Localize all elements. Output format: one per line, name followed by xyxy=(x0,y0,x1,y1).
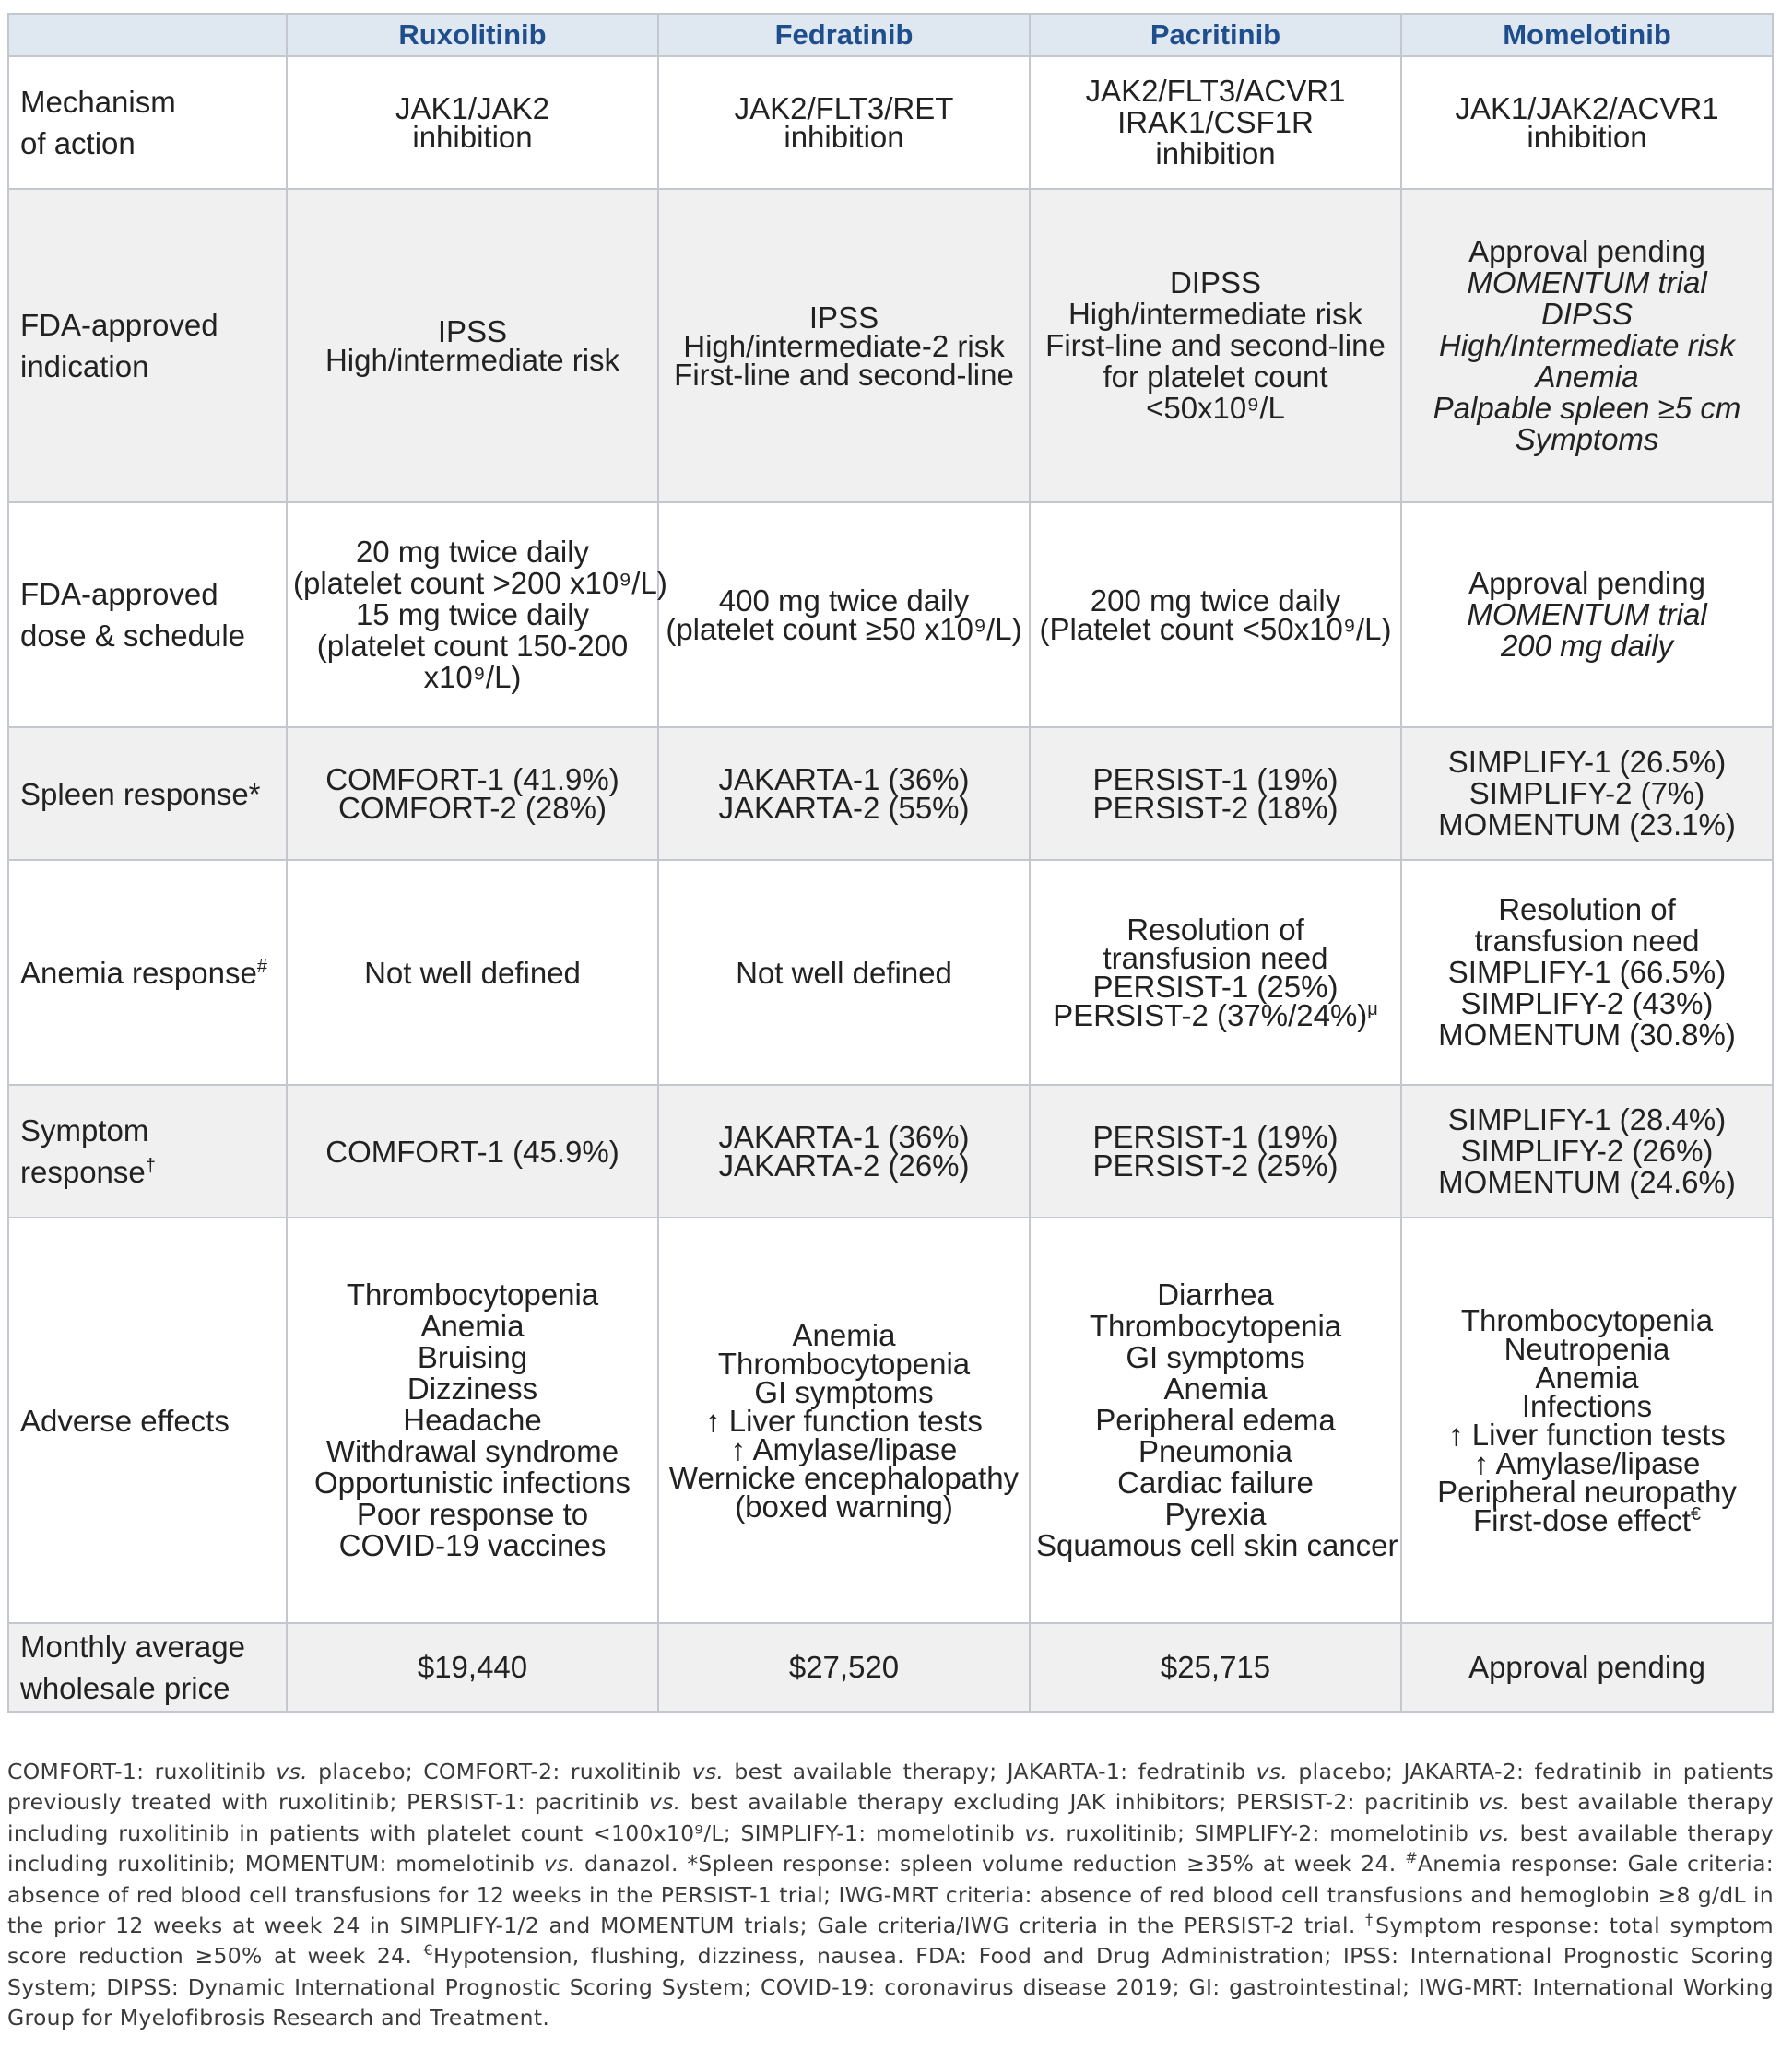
table-row-mechanism xyxy=(8,56,1773,189)
cell-line: JAKARTA-2 (55%) xyxy=(718,791,970,825)
footnote-text: best available therapy including ruxolitinib; MOMENTUM: momelotinib xyxy=(7,1819,1774,1878)
footnote-text: Hypotension, flushing, dizziness, nausea. FDA: Food and Drug Administration; IPSS: International Prognostic Scoring System; DIPSS: Dynamic International Prognostic Scoring System; COVID-19: coronavirus disease 2019; GI: gastrointestinal; IWG-MRT: International Working Group for Myelofibrosis Research and Treatment. xyxy=(7,1943,1774,2031)
row-label-symptom-response xyxy=(8,1085,287,1218)
cell-anemia-response-fedratinib xyxy=(658,860,1030,1085)
cell-line: JAK2/FLT3/RET xyxy=(734,91,954,125)
cell-line: Diarrhea xyxy=(1157,1277,1274,1312)
footnote-text: vs. xyxy=(1024,1819,1056,1846)
row-label-adverse-effects xyxy=(8,1218,287,1623)
cell-line: Peripheral neuropathy xyxy=(1437,1475,1737,1509)
table-row-spleen-response xyxy=(8,727,1773,860)
cell-indication-ruxolitinib xyxy=(287,189,658,502)
cell-dose-schedule-momelotinib xyxy=(1401,502,1773,727)
footnote-text: vs. xyxy=(276,1759,308,1784)
row-label-line: Monthly average xyxy=(20,1630,245,1664)
footnote-marker: € xyxy=(423,1941,434,1960)
cell-indication-fedratinib xyxy=(658,189,1030,502)
cell-mechanism-fedratinib xyxy=(658,56,1030,189)
cell-line: JAK2/FLT3/ACVR1 xyxy=(1085,74,1346,108)
cell-line: JAKARTA-2 (26%) xyxy=(718,1148,970,1183)
cell-line: Pneumonia xyxy=(1138,1434,1292,1468)
cell-line: Squamous cell skin cancer xyxy=(1036,1528,1398,1562)
cell-mechanism-ruxolitinib xyxy=(287,56,658,189)
cell-line: Approval pending xyxy=(1468,1650,1705,1684)
cell-line: COMFORT-1 (41.9%) xyxy=(325,762,619,796)
table-row-indication xyxy=(8,189,1773,502)
cell-line: MOMENTUM trial xyxy=(1467,597,1707,631)
cell-superscript: € xyxy=(1690,1504,1702,1525)
footnote-text: vs. xyxy=(543,1851,576,1878)
header-pacritinib: Pacritinib xyxy=(1030,14,1401,56)
cell-line: $27,520 xyxy=(788,1650,900,1684)
cell-line: MOMENTUM (23.1%) xyxy=(1438,807,1736,842)
cell-symptom-response-momelotinib xyxy=(1401,1085,1773,1218)
cell-line: SIMPLIFY-1 (26.5%) xyxy=(1447,745,1727,779)
cell-monthly-price-ruxolitinib xyxy=(287,1623,658,1712)
cell-monthly-price-pacritinib xyxy=(1030,1623,1401,1712)
cell-line: Thrombocytopenia xyxy=(1089,1309,1342,1343)
cell-line: SIMPLIFY-2 (26%) xyxy=(1460,1134,1714,1168)
cell-line: (Platelet count <50x10⁹/L) xyxy=(1039,612,1392,646)
cell-line: MOMENTUM (30.8%) xyxy=(1438,1018,1736,1052)
cell-line: (platelet count ≥50 x10⁹/L) xyxy=(666,612,1022,646)
cell-dose-schedule-fedratinib xyxy=(658,502,1030,727)
cell-line: PERSIST-2 $(37\%/24\%)^\mu$ xyxy=(1053,998,1378,1032)
cell-line: Anemia xyxy=(420,1309,525,1343)
cell-line: PERSIST-1 (19%) xyxy=(1092,1120,1339,1154)
footnote-text: danazol. *Spleen response: spleen volume reduction ≥35% at week 24. xyxy=(575,1851,1406,1878)
cell-dose-schedule-pacritinib xyxy=(1030,502,1401,727)
row-label-superscript: † xyxy=(145,1156,156,1176)
cell-line: High/intermediate-2 risk xyxy=(683,328,1005,363)
cell-line: MOMENTUM trial xyxy=(1467,265,1707,300)
cell-line: IPSS xyxy=(437,314,508,348)
cell-line: Poor response to xyxy=(356,1497,589,1531)
footnote-text: Anemia response: Gale criteria: absence of red blood cell transfusions for 12 weeks in the PERSIST-1 trial; IWG-MRT criteria: absence of red blood cell transfusions and hemoglobin ≥8 g/dL in the prior 12 weeks at week 24 in SIMPLIFY-1/2 and MOMENTUM trials; Gale criteria/IWG criteria in the PERSIST-2 trial. xyxy=(7,1851,1774,1939)
cell-line: Palpable spleen ≥5 cm xyxy=(1433,391,1741,425)
cell-symptom-response-pacritinib xyxy=(1030,1085,1401,1218)
cell-line: First-dose effect€ xyxy=(1472,1503,1702,1537)
cell-line: inhibition xyxy=(784,120,904,154)
cell-line: Anemia xyxy=(1535,1360,1639,1395)
cell-line: SIMPLIFY-2 (43%) xyxy=(1460,986,1714,1020)
cell-line: Peripheral edema xyxy=(1095,1403,1336,1437)
header-ruxolitinib: Ruxolitinib xyxy=(287,14,658,56)
cell-line: COMFORT-2 (28%) xyxy=(338,791,607,825)
cell-line: DIPSS xyxy=(1540,297,1634,331)
footnote-text: best available therapy excluding JAK inhibitors; PERSIST-2: pacritinib xyxy=(680,1789,1480,1816)
cell-line: inhibition xyxy=(412,120,533,154)
row-label-line: of action xyxy=(20,126,136,160)
cell-line: Resolution of xyxy=(1498,892,1676,926)
cell-line: Cardiac failure xyxy=(1117,1466,1314,1500)
cell-indication-pacritinib xyxy=(1030,189,1401,502)
cell-line: High/intermediate risk xyxy=(324,343,620,377)
cell-line: SIMPLIFY-1 (66.5%) xyxy=(1447,955,1727,989)
table-row-symptom-response xyxy=(8,1085,1773,1218)
table-row-monthly-price xyxy=(8,1623,1773,1712)
cell-line: <50x10⁹/L xyxy=(1146,391,1285,425)
footnote-text: placebo; JAKARTA-2: fedratinib in patients previously treated with ruxolitinib; PERSIST-1: pacritinib xyxy=(7,1759,1775,1816)
cell-line: 200 mg daily xyxy=(1500,629,1674,663)
footnote-text: vs. xyxy=(1256,1759,1289,1784)
cell-symptom-response-fedratinib xyxy=(658,1085,1030,1218)
cell-mechanism-momelotinib xyxy=(1401,56,1773,189)
cell-line: PERSIST-1 (25%) xyxy=(1092,970,1339,1004)
row-label-spleen-response xyxy=(8,727,287,860)
cell-line: COMFORT-1 (45.9%) xyxy=(325,1134,619,1169)
cell-adverse-effects-ruxolitinib xyxy=(287,1218,658,1623)
jak-inhibitor-comparison-table xyxy=(7,13,1774,1713)
footnote-text: best available therapy; JAKARTA-1: fedratinib xyxy=(724,1759,1256,1784)
row-label-line: Anemia response# xyxy=(20,955,267,990)
cell-line: High/Intermediate risk xyxy=(1439,328,1735,362)
cell-line: Withdrawal syndrome xyxy=(325,1434,619,1468)
cell-adverse-effects-momelotinib xyxy=(1401,1218,1773,1623)
row-label-anemia-response xyxy=(8,860,287,1085)
table-row-anemia-response xyxy=(8,860,1773,1085)
row-label-line: Symptom xyxy=(20,1113,149,1148)
row-label-line: Mechanism xyxy=(20,85,176,119)
table-footnote xyxy=(7,1757,1774,2034)
row-label-line: dose & schedule xyxy=(20,618,246,653)
table-row-adverse-effects xyxy=(8,1218,1773,1623)
cell-line: ↑ Amylase/lipase xyxy=(1473,1446,1701,1480)
cell-line: Symptoms xyxy=(1515,422,1659,456)
cell-line: COVID-19 vaccines xyxy=(338,1528,607,1562)
row-label-line: response† xyxy=(20,1155,156,1189)
cell-line: Thrombocytopenia xyxy=(717,1346,971,1381)
cell-line: Infections xyxy=(1521,1389,1653,1423)
cell-line: 400 mg twice daily xyxy=(718,583,970,618)
cell-adverse-effects-fedratinib xyxy=(658,1218,1030,1623)
row-label-monthly-price xyxy=(8,1623,287,1712)
cell-line: ↑ Liver function tests xyxy=(705,1403,983,1438)
cell-line: Approval pending xyxy=(1468,566,1705,600)
cell-line: PERSIST-2 (25%) xyxy=(1092,1148,1339,1183)
cell-line: Thrombocytopenia xyxy=(1460,1303,1714,1337)
header-empty xyxy=(8,14,287,56)
cell-monthly-price-fedratinib xyxy=(658,1623,1030,1712)
cell-line: SIMPLIFY-1 (28.4%) xyxy=(1447,1102,1727,1136)
footnote-text: COMFORT-1: ruxolitinib xyxy=(7,1759,277,1784)
cell-line: $19,440 xyxy=(417,1650,528,1684)
cell-spleen-response-momelotinib xyxy=(1401,727,1773,860)
cell-line: (boxed warning) xyxy=(735,1489,953,1524)
cell-spleen-response-ruxolitinib xyxy=(287,727,658,860)
footnote-text: vs. xyxy=(648,1789,681,1816)
cell-line: x10⁹/L) xyxy=(423,660,522,694)
cell-line: Opportunistic infections xyxy=(313,1466,631,1500)
cell-line: inhibition xyxy=(1155,136,1276,171)
cell-line: Bruising xyxy=(417,1340,528,1374)
cell-line: $25,715 xyxy=(1160,1650,1271,1684)
cell-line: Approval pending xyxy=(1468,234,1705,268)
cell-line: (platelet count >200 x10⁹/L) xyxy=(293,566,667,600)
table-header-row xyxy=(8,14,1773,56)
cell-mechanism-pacritinib xyxy=(1030,56,1401,189)
cell-line: JAKARTA-1 (36%) xyxy=(718,762,970,796)
row-label-line: FDA-approved xyxy=(20,308,218,342)
cell-adverse-effects-pacritinib xyxy=(1030,1218,1401,1623)
footnote-text: vs. xyxy=(691,1759,725,1784)
cell-line: (platelet count 150-200 xyxy=(316,629,629,663)
footnote-text: placebo; COMFORT-2: ruxolitinib xyxy=(307,1759,692,1784)
row-label-indication xyxy=(8,189,287,502)
cell-line: 15 mg twice daily xyxy=(355,597,590,631)
cell-line: Neutropenia xyxy=(1504,1332,1670,1366)
cell-line: for platelet count xyxy=(1103,359,1328,394)
cell-line: Dizziness xyxy=(407,1372,538,1406)
cell-line: IRAK1/CSF1R xyxy=(1117,105,1314,139)
cell-line: Anemia xyxy=(1163,1372,1268,1406)
cell-line: GI symptoms xyxy=(754,1374,934,1409)
cell-line: GI symptoms xyxy=(1126,1340,1305,1374)
cell-line: Anemia xyxy=(792,1317,896,1352)
row-label-line: Adverse effects xyxy=(20,1403,230,1438)
cell-line: Not well defined xyxy=(736,955,952,990)
cell-line: Wernicke encephalopathy xyxy=(668,1460,1020,1495)
footnote-text: best available therapy including ruxolitinib in patients with platelet count <100x10⁹/L; SIMPLIFY-1: momelotinib xyxy=(7,1789,1774,1846)
cell-line: JAK1/JAK2 xyxy=(395,91,549,125)
cell-line: 200 mg twice daily xyxy=(1090,583,1341,618)
footnote-text: Symptom response: total symptom score reduction ≥50% at week 24. xyxy=(7,1913,1774,1970)
cell-line: PERSIST-2 (18%) xyxy=(1092,791,1339,825)
cell-line: transfusion need xyxy=(1103,941,1328,975)
cell-spleen-response-fedratinib xyxy=(658,727,1030,860)
cell-line: Headache xyxy=(403,1403,542,1437)
cell-line: MOMENTUM (24.6%) xyxy=(1438,1165,1736,1199)
cell-anemia-response-pacritinib xyxy=(1030,860,1401,1085)
footnote-marker: † xyxy=(1365,1911,1376,1929)
cell-line: First-line and second-line xyxy=(674,357,1014,392)
cell-line: JAKARTA-1 (36%) xyxy=(718,1120,970,1154)
cell-symptom-response-ruxolitinib xyxy=(287,1085,658,1218)
footnote-text: ruxolitinib; SIMPLIFY-2: momelotinib xyxy=(1056,1819,1479,1846)
cell-line: DIPSS xyxy=(1169,265,1262,300)
row-label-dose-schedule xyxy=(8,502,287,727)
cell-indication-momelotinib xyxy=(1401,189,1773,502)
cell-monthly-price-momelotinib xyxy=(1401,1623,1773,1712)
cell-dose-schedule-ruxolitinib xyxy=(287,502,667,727)
footnote-text: vs. xyxy=(1478,1819,1511,1846)
cell-spleen-response-pacritinib xyxy=(1030,727,1401,860)
cell-line: Pyrexia xyxy=(1164,1497,1267,1531)
cell-superscript: μ xyxy=(1367,999,1378,1019)
cell-anemia-response-ruxolitinib xyxy=(287,860,658,1085)
cell-line: First-line and second-line xyxy=(1045,328,1386,362)
cell-line: Thrombocytopenia xyxy=(346,1277,599,1312)
table-row-dose-schedule xyxy=(8,502,1773,727)
row-label-line: Spleen response* xyxy=(20,776,261,811)
table-body xyxy=(8,56,1773,1712)
footnote-text: vs. xyxy=(1479,1789,1511,1816)
cell-line: Not well defined xyxy=(364,955,581,990)
cell-anemia-response-momelotinib xyxy=(1401,860,1773,1085)
footnote-marker: # xyxy=(1405,1849,1418,1867)
row-label-line: FDA-approved xyxy=(20,577,218,611)
cell-line: inhibition xyxy=(1527,120,1647,154)
row-label-line: wholesale price xyxy=(20,1671,230,1705)
cell-line: PERSIST-1 (19%) xyxy=(1092,762,1339,796)
row-label-superscript: # xyxy=(256,956,267,977)
cell-line: ↑ Amylase/lipase xyxy=(730,1431,958,1466)
cell-line: ↑ Liver function tests xyxy=(1448,1418,1726,1452)
cell-line: 20 mg twice daily xyxy=(355,535,590,569)
cell-line: SIMPLIFY-2 (7%) xyxy=(1468,776,1705,810)
header-momelotinib: Momelotinib xyxy=(1401,14,1773,56)
cell-line: Anemia xyxy=(1535,359,1639,394)
cell-line: transfusion need xyxy=(1474,924,1700,958)
row-label-mechanism xyxy=(8,56,287,189)
header-fedratinib: Fedratinib xyxy=(658,14,1030,56)
cell-line: IPSS xyxy=(808,300,879,335)
cell-line: High/intermediate risk xyxy=(1067,297,1363,331)
comparison-table-container xyxy=(7,13,1774,1713)
row-label-line: indication xyxy=(20,349,149,383)
cell-line: Resolution of xyxy=(1126,912,1304,947)
cell-line: JAK1/JAK2/ACVR1 xyxy=(1455,91,1719,125)
